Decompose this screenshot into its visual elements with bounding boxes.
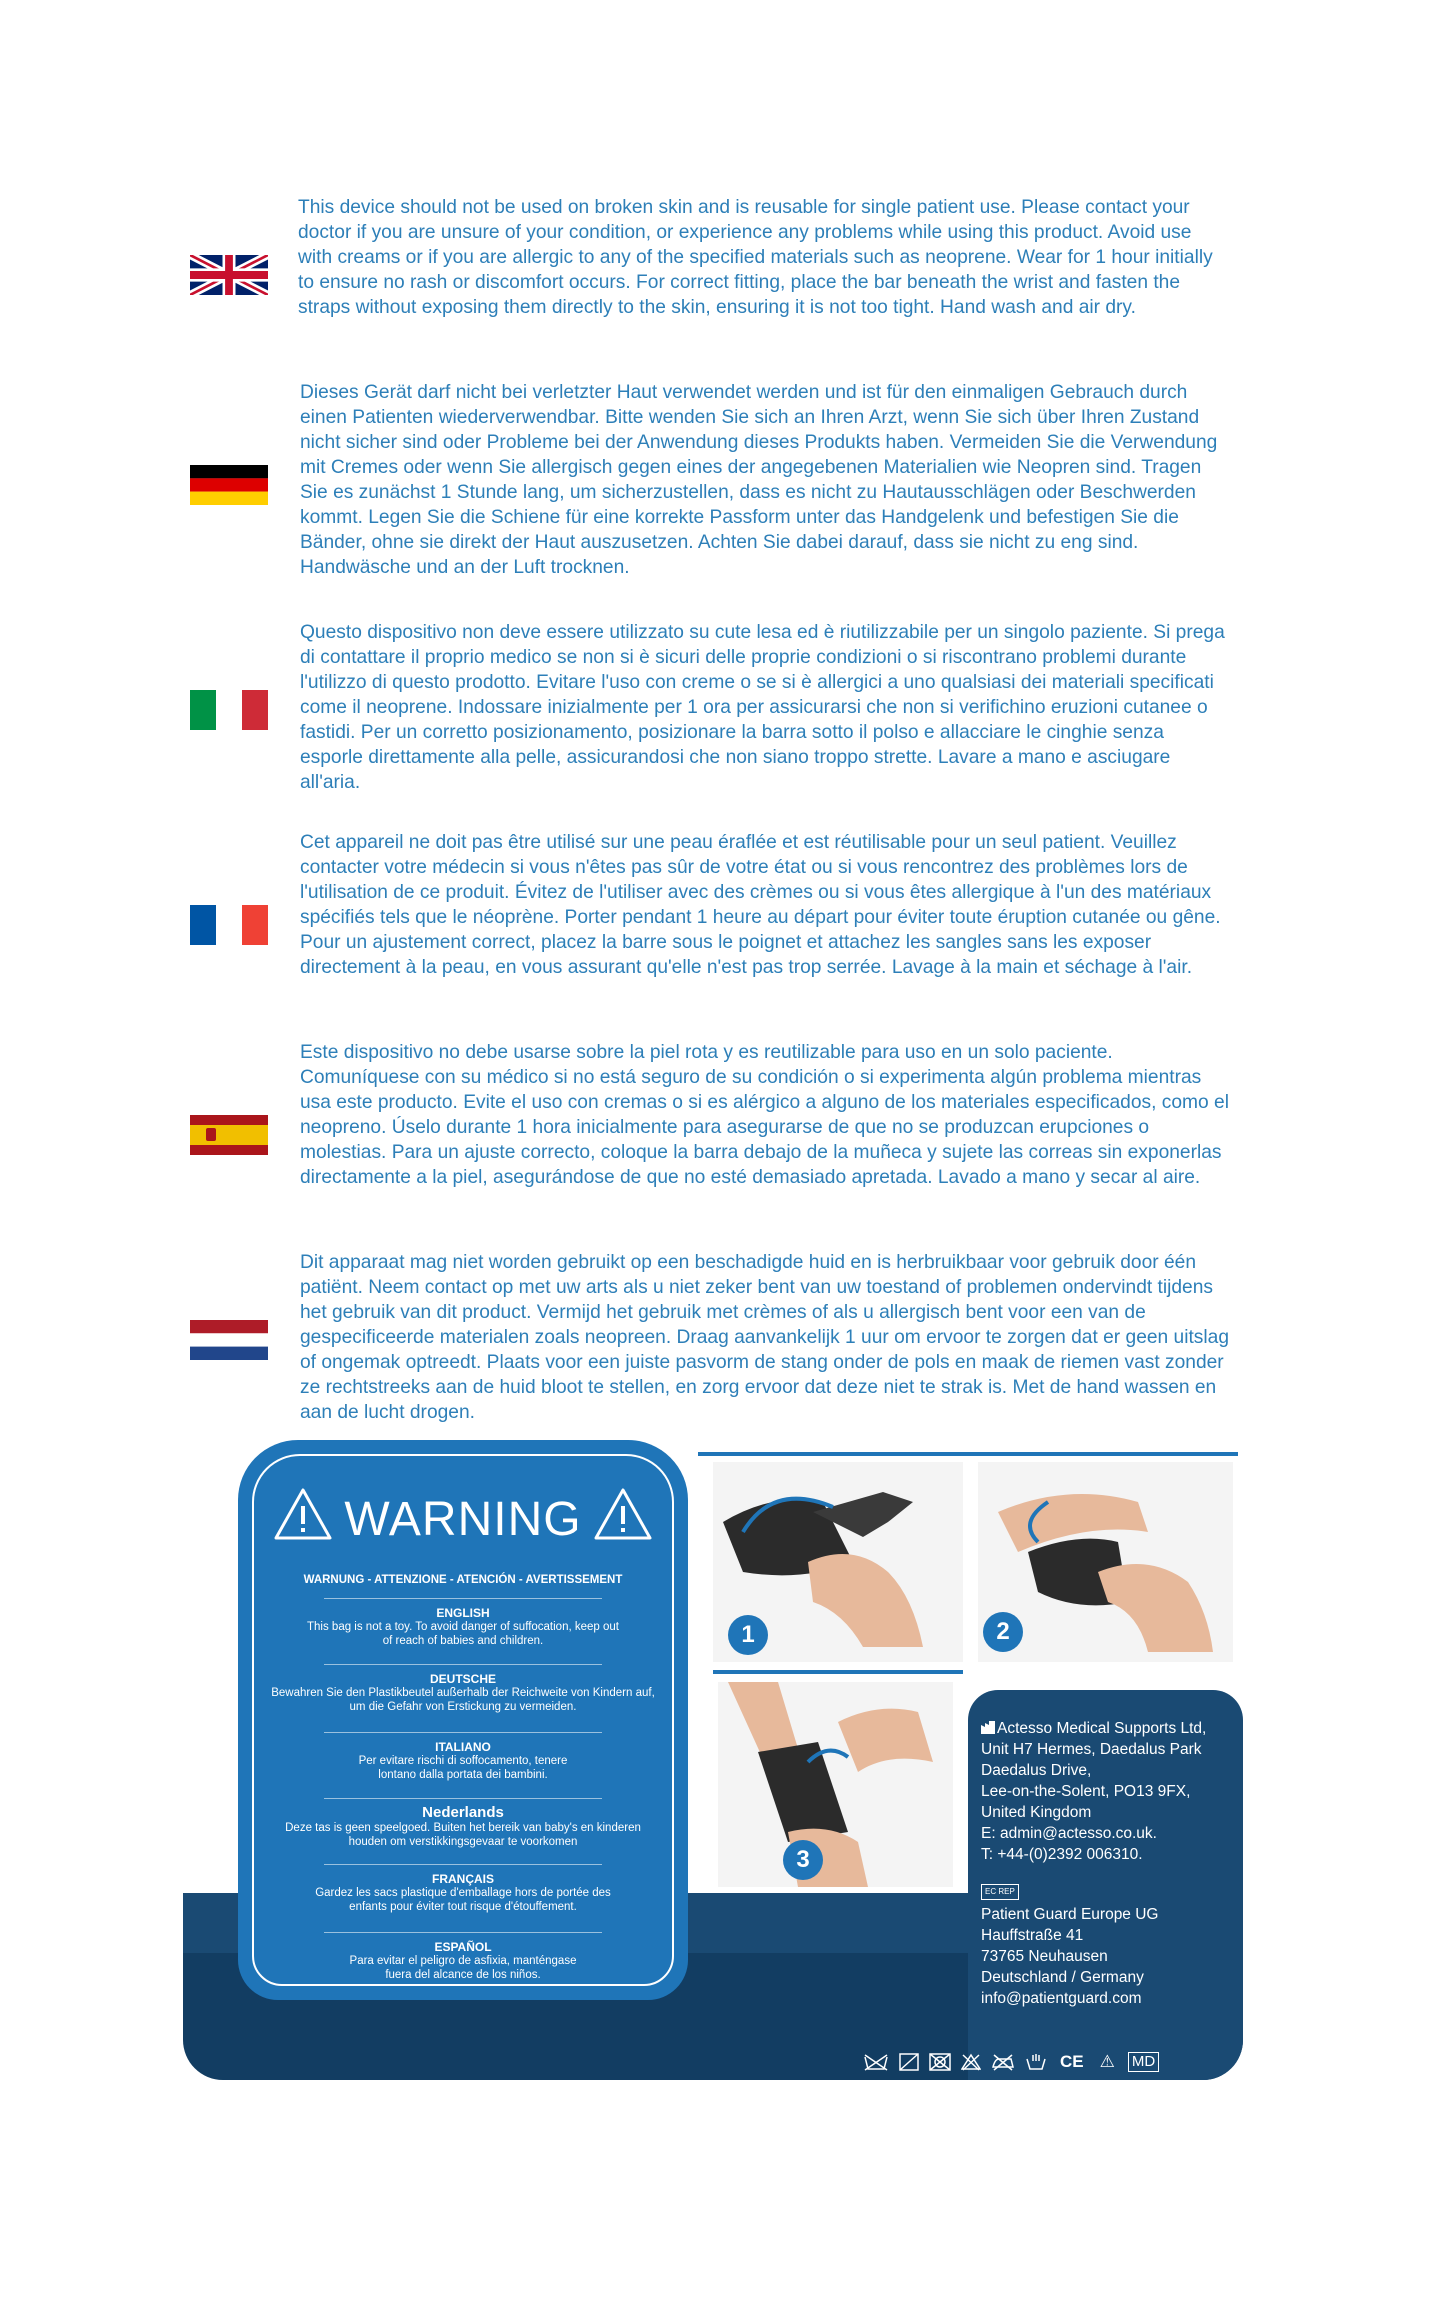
warning-body: Bewahren Sie den Plastikbeutel außerhalb der Reichweite von Kindern auf, um die Gefahr von Erstickung zu vermeiden. [271, 1687, 655, 1713]
lang-block-it [190, 620, 1250, 793]
lang-text-de: Dieses Gerät darf nicht bei verletzter Haut verwendet werden und ist für den einmaligen Gebrauch durch einen Patienten wiederverwendbar. Bitte wenden Sie sich an Ihren Arzt, wenn Sie sich über Ihren Zustand nicht sicher sind oder Probleme bei der Anwendung dieses Produkts haben. Vermeiden Sie die Verwendung mit Cremes oder wenn Sie allergisch gegen eines der angegebenen Materialien wie Neopren sind. Tragen Sie es zunächst 1 Stunde lang, um sicherzustellen, dass es nicht zu Hautausschlägen oder Beschwerden kommt. Legen Sie die Schiene für eine korrekte Passform unter das Handgelenk und befestigen Sie die Bänder, ohne sie direkt der Haut auszusetzen. Achten Sie dabei darauf, dass sie nicht zu eng sind. Handwäsche und an der Luft trocknen. [300, 382, 1218, 578]
warning-body: Para evitar el peligro de asfixia, manténgase fuera del alcance de los niños. [349, 1955, 577, 1981]
france-flag-icon [190, 905, 268, 945]
netherlands-flag-icon [190, 1320, 268, 1360]
warning-heading: ITALIANO [435, 1740, 491, 1754]
warning-section-en [264, 1606, 662, 1648]
do-not-bleach-icon [961, 2053, 981, 2071]
divider [324, 1598, 602, 1599]
lang-block-en [190, 195, 1250, 345]
divider [324, 1732, 602, 1733]
md-mark-icon: MD [1128, 2052, 1159, 2072]
do-not-tumble-dry-icon [899, 2053, 919, 2071]
care-symbols [863, 2050, 1159, 2074]
divider [713, 1670, 963, 1674]
warning-heading: ENGLISH [436, 1606, 490, 1620]
warning-triangle-icon [592, 1486, 654, 1542]
manufacturer-address [981, 1718, 1243, 2009]
warning-heading: Nederlands [422, 1804, 504, 1821]
germany-flag-icon [190, 465, 268, 505]
wrist-support-illustration [718, 1682, 953, 1887]
divider [698, 1452, 1238, 1456]
step-badge: 2 [983, 1612, 1023, 1652]
italy-flag-icon [190, 690, 268, 730]
manufacturer-icon [981, 1721, 995, 1734]
do-not-iron-icon [991, 2053, 1015, 2071]
lang-text-en: This device should not be used on broken skin and is reusable for single patient use. Please contact your doctor if you are unsure of your condition, or experience any problems while using this product. Avoid use with creams or if you are allergic to any of the specified materials such as neoprene. Wear for 1 hour initially to ensure no rash or discomfort occurs. For correct fitting, place the bar beneath the wrist and fasten the straps without exposing them directly to the skin, ensuring it is not too tight. Hand wash and air dry. [298, 197, 1213, 318]
do-not-dry-clean-icon [929, 2053, 951, 2071]
warning-card [238, 1440, 688, 2000]
ec-rep-icon: EC REP [981, 1884, 1019, 1900]
warning-heading: DEUTSCHE [429, 1672, 496, 1686]
spain-flag-icon [190, 1115, 268, 1155]
step-3-photo [718, 1682, 953, 1887]
lang-text-nl: Dit apparaat mag niet worden gebruikt op een beschadigde huid en is herbruikbaar voor gebruik door één patiënt. Neem contact op met uw arts als u niet zeker bent van uw toestand of problemen ondervindt tijdens het gebruik van dit product. Vermijd het gebruik met crèmes of als u allergisch bent voor een van de gespecificeerde materialen zoals neopreen. Draag aanvankelijk 1 uur om ervoor te zorgen dat er geen uitslag of ongemak optreedt. Plaats voor een juiste pasvorm de stang onder de pols en maak de riemen vast zonder ze rechtstreeks aan de huid bloot te stellen, en zorg ervoor dat deze niet te strak is. Met de hand wassen en aan de lucht drogen. [300, 1252, 1230, 1423]
hand-wash-icon [1025, 2053, 1047, 2071]
ec-rep-street: Hauffstraße 41 [981, 1927, 1084, 1944]
warning-body: Deze tas is geen speelgoed. Buiten het bereik van baby's en kinderen houden om verstikkingsgevaar te voorkomen [285, 1822, 641, 1848]
divider [324, 1664, 602, 1665]
address-line: Lee-on-the-Solent, PO13 9FX, [981, 1783, 1191, 1800]
lang-block-de [190, 380, 1250, 578]
ec-rep-name: Patient Guard Europe UG [981, 1906, 1159, 1923]
caution-icon: ⚠ [1099, 2052, 1115, 2071]
ec-rep-city: 73765 Neuhausen [981, 1948, 1108, 1965]
warning-body: Gardez les sacs plastique d'emballage hors de portée des enfants pour éviter tout risque d'étouffement. [315, 1887, 611, 1913]
warning-section-it [264, 1740, 662, 1782]
warning-body: Per evitare rischi di soffocamento, tenere lontano dalla portata dei bambini. [358, 1755, 568, 1781]
warning-section-fr [264, 1872, 662, 1914]
do-not-wash-icon [863, 2053, 889, 2071]
warning-section-es [264, 1940, 662, 1982]
divider [324, 1798, 602, 1799]
lang-block-fr [190, 830, 1250, 1000]
lang-text-es: Este dispositivo no debe usarse sobre la piel rota y es reutilizable para uso en un solo paciente. Comuníquese con su médico si no está seguro de su condición o si experimenta algún problema mientras usa este producto. Evite el uso con cremas o si es alérgico a alguno de los materiales especificados, como el neopreno. Úselo durante 1 hora inicialmente para asegurarse de que no se produzcan erupciones o molestias. Para un ajuste correcto, coloque la barra debajo de la muñeca y sujete las correas sin exponerlas directamente a la piel, asegurándose de que no esté demasiado apretada. Lavado a mano y secar al aire. [300, 1042, 1229, 1188]
divider [324, 1864, 602, 1865]
address-line: Daedalus Drive, [981, 1762, 1092, 1779]
manufacturer-phone: T: +44-(0)2392 006310. [981, 1846, 1143, 1863]
warning-border [252, 1454, 674, 1986]
lang-text-it: Questo dispositivo non deve essere utilizzato su cute lesa ed è riutilizzabile per un singolo paziente. Si prega di contattare il proprio medico se non si è sicuri delle proprie condizioni o si riscontrano problemi durante l'utilizzo di questo prodotto. Evitare l'uso con creme o se si è allergici a uno qualsiasi dei materiali specificati come il neoprene. Indossare inizialmente per 1 ora per assicurarsi che non si verifichino eruzioni cutanee o fastidi. Per un corretto posizionamento, posizionare la barra sotto il polso e allacciare le cinghie senza esporle direttamente alla pelle, assicurandosi che non siano troppo strette. Lavare a mano e asciugare all'aria. [300, 622, 1225, 793]
warning-body: This bag is not a toy. To avoid danger of suffocation, keep out of reach of babies and children. [307, 1621, 619, 1647]
ce-mark-icon: CE [1060, 2052, 1084, 2071]
warning-section-de [264, 1672, 662, 1714]
warning-title: WARNING [344, 1493, 582, 1546]
step-badge: 3 [783, 1840, 823, 1880]
lang-text-fr: Cet appareil ne doit pas être utilisé sur une peau éraflée et est réutilisable pour un seul patient. Veuillez contacter votre médecin si vous n'êtes pas sûr de votre état ou si vous rencontrez des problèmes lors de l'utilisation de ce produit. Évitez de l'utiliser avec des crèmes ou si vous êtes allergique à l'un des matériaux spécifiés tels que le néoprène. Porter pendant 1 heure au départ pour éviter toute éruption cutanée ou gêne. Pour un ajustement correct, placez la barre sous le poignet et attachez les sangles sans les exposer directement à la peau, en vous assurant qu'elle n'est pas trop serrée. Lavage à la main et séchage à l'air. [300, 832, 1221, 978]
lang-block-nl [190, 1250, 1250, 1423]
manufacturer-email: E: admin@actesso.co.uk. [981, 1825, 1157, 1842]
manufacturer-name: Actesso Medical Supports Ltd, [997, 1720, 1207, 1737]
step-badge: 1 [728, 1615, 768, 1655]
uk-flag-icon [190, 255, 268, 295]
divider [324, 1932, 602, 1933]
ec-rep-country: Deutschland / Germany [981, 1969, 1144, 1986]
warning-section-nl [264, 1804, 662, 1849]
address-line: Unit H7 Hermes, Daedalus Park [981, 1741, 1202, 1758]
lang-block-es [190, 1040, 1250, 1210]
warning-heading: FRANÇAIS [432, 1872, 494, 1886]
warning-heading: ESPAÑOL [434, 1940, 492, 1954]
package-panel [183, 1430, 1243, 2080]
warning-subtitle: WARNUNG - ATTENZIONE - ATENCIÓN - AVERTISSEMENT [303, 1574, 623, 1586]
ec-rep-email: info@patientguard.com [981, 1990, 1142, 2007]
address-line: United Kingdom [981, 1804, 1092, 1821]
